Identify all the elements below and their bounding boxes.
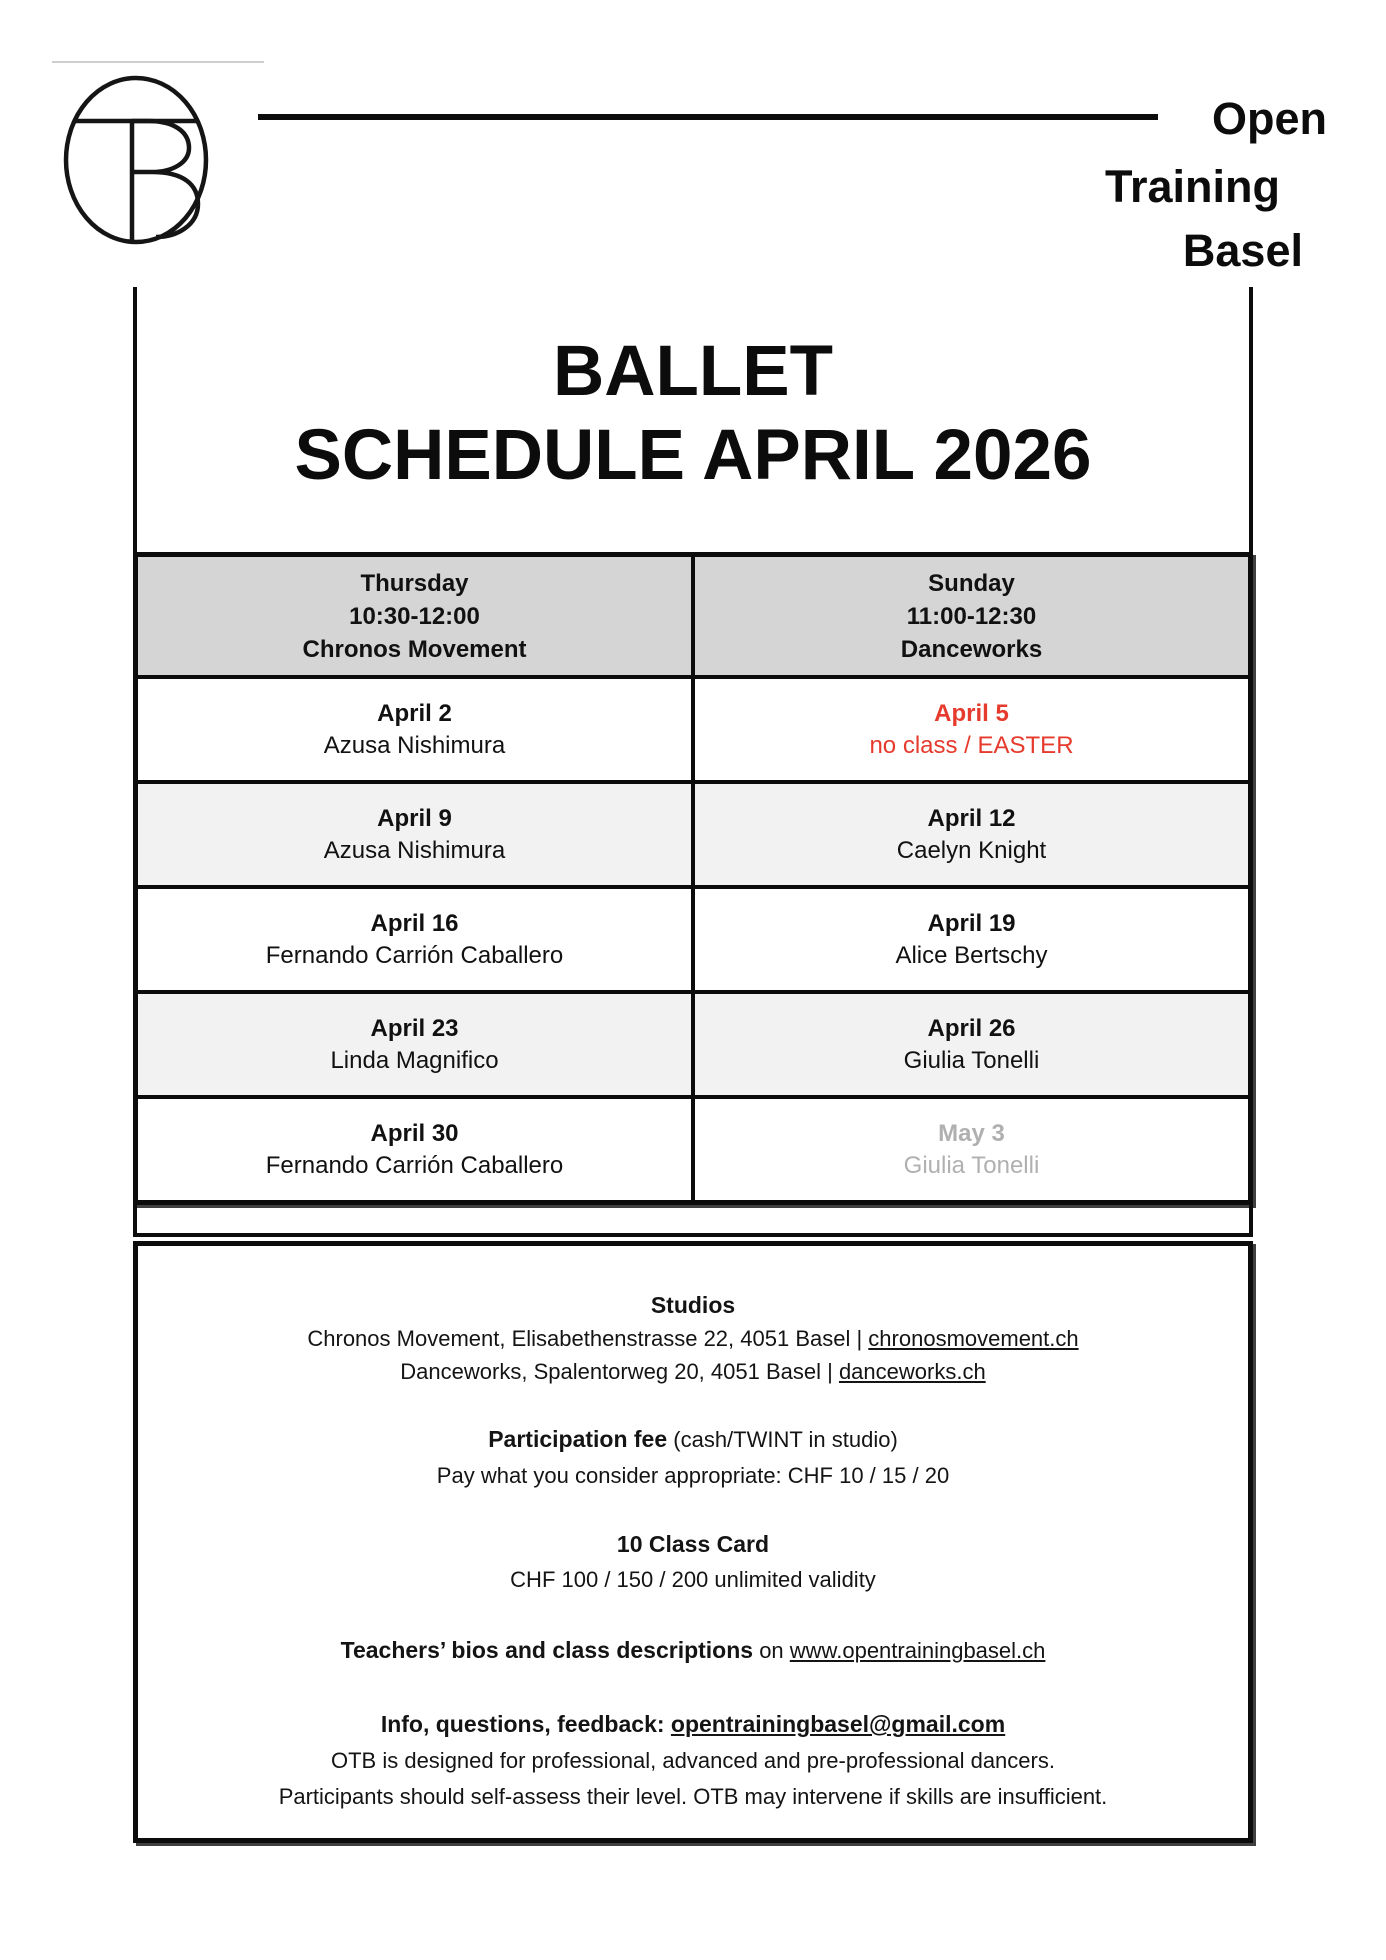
table-header-row — [138, 557, 1248, 675]
class-teacher: Linda Magnifico — [330, 1046, 499, 1074]
table-row — [138, 1095, 1248, 1200]
page-title-line1: BALLET — [552, 332, 833, 411]
schedule-cell-april-5 — [691, 679, 1248, 780]
class-teacher: Giulia Tonelli — [903, 1046, 1040, 1074]
column-time: 11:00-12:30 — [906, 602, 1037, 630]
studio-line-chronos — [162, 1322, 1224, 1355]
class-teacher: Azusa Nishimura — [323, 836, 506, 864]
danceworks-link[interactable]: danceworks.ch — [838, 1359, 986, 1384]
schedule-cell-april-12 — [691, 784, 1248, 885]
class-teacher: Azusa Nishimura — [323, 731, 506, 759]
column-time: 10:30-12:00 — [349, 602, 480, 630]
fee-heading: Participation fee — [488, 1426, 668, 1452]
class-date: April 23 — [370, 1014, 459, 1042]
schedule-cell-april-9 — [138, 784, 691, 885]
fee-heading-line — [162, 1421, 1224, 1458]
brand-word-basel: Basel — [1182, 225, 1303, 276]
class-date: April 30 — [370, 1119, 459, 1147]
website-link[interactable]: www.opentrainingbasel.ch — [789, 1638, 1046, 1663]
schedule-cell-april-16 — [138, 889, 691, 990]
schedule-cell-april-19 — [691, 889, 1248, 990]
fee-section — [162, 1421, 1224, 1494]
bios-section — [162, 1634, 1224, 1667]
class-teacher: Fernando Carrión Caballero — [265, 941, 564, 969]
brand-word-open: Open — [1211, 93, 1327, 144]
class-date: April 5 — [934, 699, 1009, 727]
header-rule — [258, 114, 1158, 120]
fee-heading-note: (cash/TWINT in studio) — [667, 1427, 898, 1452]
contact-bold-text: Info, questions, feedback: — [380, 1711, 671, 1737]
otb-note-line1: OTB is designed for professional, advanced and pre-professional dancers. — [331, 1748, 1055, 1773]
page-title — [133, 330, 1253, 498]
class-date: April 26 — [927, 1014, 1016, 1042]
studios-heading: Studios — [650, 1292, 736, 1318]
schedule-table — [133, 552, 1253, 1205]
class-date: April 2 — [377, 699, 452, 727]
table-row — [138, 780, 1248, 885]
studio-address: Chronos Movement, Elisabethenstrasse 22, 4051 Basel | — [307, 1326, 869, 1351]
schedule-cell-april-26 — [691, 994, 1248, 1095]
schedule-cell-may-3 — [691, 1099, 1248, 1200]
studios-section — [162, 1246, 1224, 1388]
otb-logo-icon — [62, 74, 210, 246]
studio-line-danceworks — [162, 1355, 1224, 1388]
bios-bold-text: Teachers’ bios and class descriptions — [340, 1637, 754, 1663]
class-card-price-line: CHF 100 / 150 / 200 unlimited validity — [510, 1567, 876, 1592]
info-box — [133, 1241, 1253, 1843]
column-studio: Chronos Movement — [302, 635, 527, 663]
table-row — [138, 990, 1248, 1095]
scan-artifact-line — [52, 61, 264, 63]
class-date: April 19 — [927, 909, 1016, 937]
table-row — [138, 675, 1248, 780]
class-teacher: Giulia Tonelli — [903, 1151, 1040, 1179]
empty-table-strip — [133, 1205, 1253, 1237]
class-teacher: Alice Bertschy — [895, 941, 1048, 969]
column-header-sunday — [691, 557, 1248, 675]
schedule-cell-april-2 — [138, 679, 691, 780]
column-day: Thursday — [360, 569, 469, 597]
otb-note-line2: Participants should self-assess their level. OTB may intervene if skills are insufficient. — [278, 1784, 1108, 1809]
fee-amount-line: Pay what you consider appropriate: CHF 10 / 15 / 20 — [436, 1463, 950, 1488]
class-teacher: Caelyn Knight — [896, 836, 1047, 864]
class-teacher: Fernando Carrión Caballero — [265, 1151, 564, 1179]
contact-line — [162, 1706, 1224, 1743]
schedule-cell-april-23 — [138, 994, 691, 1095]
class-date: April 16 — [370, 909, 459, 937]
column-day: Sunday — [928, 569, 1015, 597]
studio-address: Danceworks, Spalentorweg 20, 4051 Basel | — [400, 1359, 839, 1384]
contact-section — [162, 1706, 1224, 1815]
chronosmovement-link[interactable]: chronosmovement.ch — [868, 1326, 1079, 1351]
class-card-section — [162, 1527, 1224, 1597]
table-row — [138, 885, 1248, 990]
class-date: April 12 — [927, 804, 1016, 832]
class-card-heading: 10 Class Card — [616, 1531, 770, 1557]
page-title-line2: SCHEDULE APRIL 2026 — [294, 416, 1092, 495]
class-date: April 9 — [377, 804, 452, 832]
email-link[interactable]: opentrainingbasel@gmail.com — [670, 1711, 1006, 1737]
class-date: May 3 — [938, 1119, 1005, 1147]
brand-word-training: Training — [1104, 161, 1280, 212]
column-header-thursday — [138, 557, 691, 675]
bios-mid-text: on — [753, 1638, 790, 1663]
class-status: no class / EASTER — [869, 731, 1074, 759]
schedule-cell-april-30 — [138, 1099, 691, 1200]
column-studio: Danceworks — [900, 635, 1043, 663]
